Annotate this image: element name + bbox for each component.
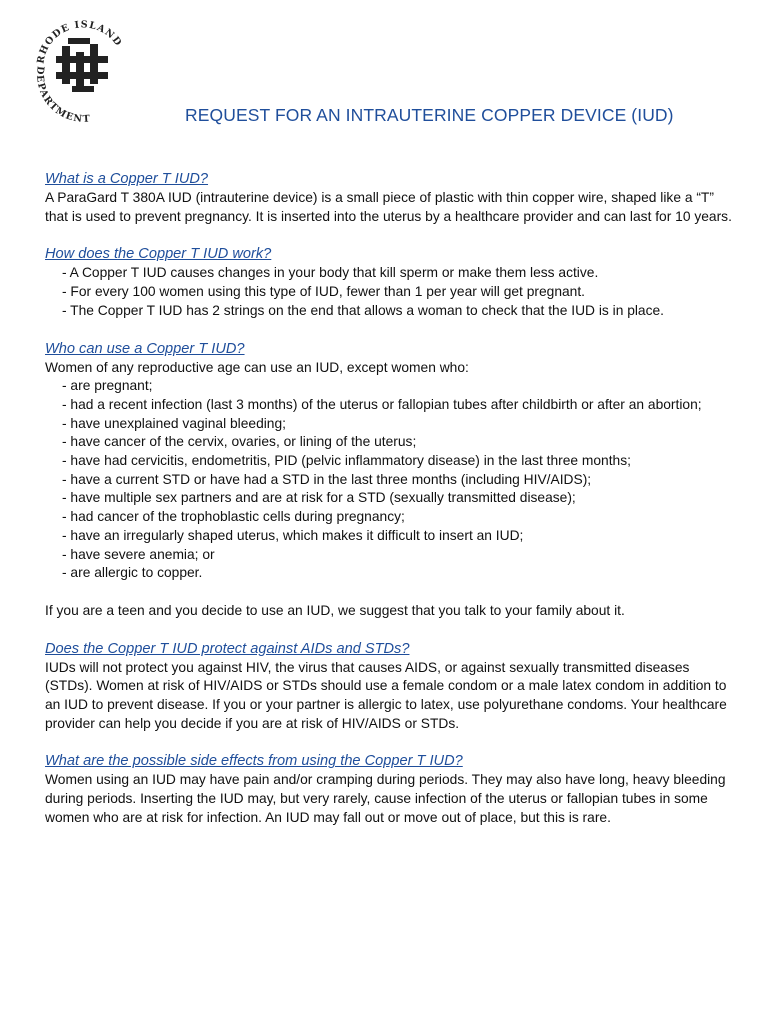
section-what-is bbox=[45, 170, 735, 226]
list-item: - have unexplained vaginal bleeding; bbox=[62, 415, 286, 431]
page-title: REQUEST FOR AN INTRAUTERINE COPPER DEVICE (IUD) bbox=[185, 105, 674, 125]
list-item: - have cancer of the cervix, ovaries, or lining of the uterus; bbox=[62, 434, 417, 450]
list-item: - had a recent infection (last 3 months) of the uterus or fallopian tubes after childbirth or after an abortion; bbox=[62, 396, 702, 412]
section-protection bbox=[45, 640, 735, 734]
heading-what-is: What is a Copper T IUD? bbox=[45, 171, 209, 187]
list-item: - have severe anemia; or bbox=[62, 546, 215, 562]
list-item: - For every 100 women using this type of IUD, fewer than 1 per year will get pregnant. bbox=[62, 284, 586, 300]
list-item: - A Copper T IUD causes changes in your body that kill sperm or make them less active. bbox=[62, 265, 599, 281]
section-teen-note bbox=[45, 602, 735, 621]
list-item: - are allergic to copper. bbox=[62, 565, 203, 581]
heading-side-effects: What are the possible side effects from using the Copper T IUD? bbox=[45, 753, 463, 770]
paragraph-what-is: A ParaGard T 380A IUD (intrauterine device) is a small piece of plastic with thin copper wire, shaped like a “T” that is used to prevent pregnancy. It is inserted into the uterus by a healthcare provider and can last for 10 years. bbox=[45, 190, 732, 224]
svg-text:DEPARTMENT: DEPARTMENT bbox=[33, 65, 92, 126]
list-item: - have an irregularly shaped uterus, which makes it difficult to insert an IUD; bbox=[62, 527, 524, 543]
paragraph-side-effects: Women using an IUD may have pain and/or cramping during periods. They may also have long, heavy bleeding during periods. Inserting the IUD may, but very rarely, cause infection of the uterus or fallopian tubes in some women who are at risk for infection. An IUD may fall out or move out of place, but this is rare. bbox=[45, 772, 726, 825]
who-intro: Women of any reproductive age can use an IUD, except women who: bbox=[45, 359, 469, 375]
list-item: - have multiple sex partners and are at risk for a STD (sexually transmitted disease); bbox=[62, 490, 576, 506]
list-item: - have a current STD or have had a STD in the last three months (including HIV/AIDS); bbox=[62, 471, 592, 487]
list-item: - are pregnant; bbox=[62, 378, 153, 394]
teen-note: If you are a teen and you decide to use an IUD, we suggest that you talk to your family about it. bbox=[45, 602, 625, 618]
paragraph-protection: IUDs will not protect you against HIV, the virus that causes AIDS, or against sexually transmitted diseases (STDs). Women at risk of HIV/AIDS or STDs should use a female condom or a male latex condom in addition to an IUD to prevent disease. If you or your partner is allergic to latex, use polyurethane condoms. Your healthcare provider can help you decide if you are at risk of HIV/AIDS or STDs. bbox=[45, 659, 727, 731]
rhode-island-health-seal-logo bbox=[26, 8, 138, 142]
list-item: - have had cervicitis, endometritis, PID (pelvic inflammatory disease) in the last three months; bbox=[62, 453, 631, 469]
heading-protection: Does the Copper T IUD protect against AIDs and STDs? bbox=[45, 640, 410, 657]
document-body bbox=[45, 170, 735, 847]
section-how-works bbox=[45, 245, 735, 320]
section-who-can-use bbox=[45, 340, 735, 583]
svg-text:RHODE ISLAND: RHODE ISLAND bbox=[35, 19, 125, 65]
heading-how-works: How does the Copper T IUD work? bbox=[45, 246, 272, 263]
list-item: - The Copper T IUD has 2 strings on the end that allows a woman to check that the IUD is in place. bbox=[62, 302, 665, 318]
list-item: - had cancer of the trophoblastic cells during pregnancy; bbox=[62, 509, 405, 525]
heading-who-can-use: Who can use a Copper T IUD? bbox=[45, 340, 245, 357]
section-side-effects bbox=[45, 752, 735, 827]
